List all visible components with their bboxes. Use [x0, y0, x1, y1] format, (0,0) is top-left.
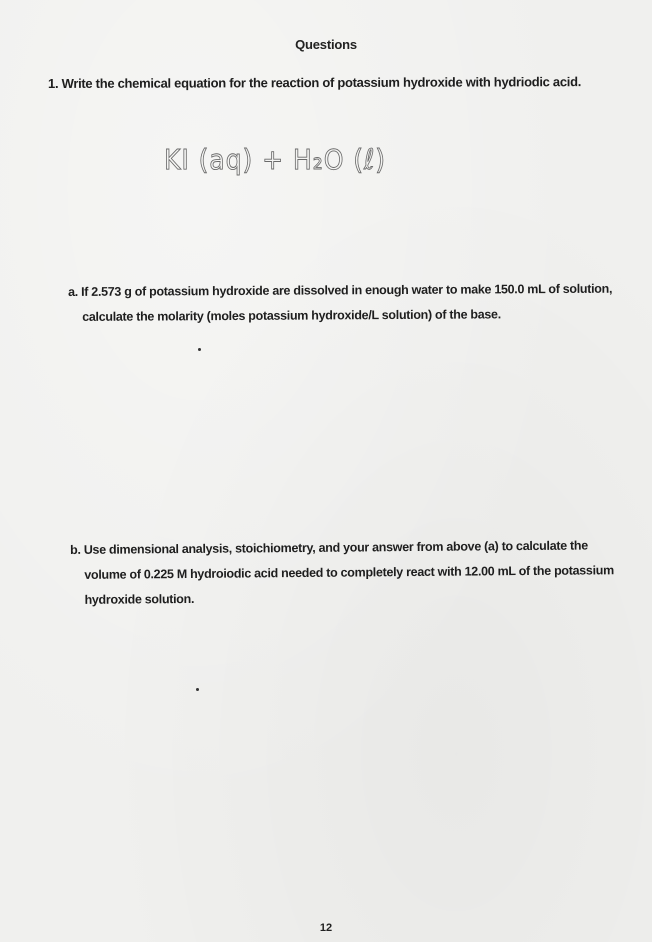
part-b-line-3: hydroxide solution.: [84, 591, 195, 607]
question-part-a: [68, 277, 628, 330]
page-number: 12: [319, 922, 333, 934]
handwritten-answer-text: KI (aq) + H₂O (ℓ): [164, 143, 386, 176]
answer-mark-dot: [198, 348, 201, 351]
question-part-b: [70, 533, 614, 613]
part-a-line-1: a. If 2.573 g of potassium hydroxide are dissolved in enough water to make 150.0 mL of solution,: [68, 281, 613, 299]
page-heading: Questions: [295, 37, 357, 52]
answer-mark-dot: [196, 688, 199, 691]
part-b-line-2: volume of 0.225 M hydroiodic acid needed to completely react with 12.00 mL of the potassium: [84, 563, 614, 582]
question-1-prompt: 1. Write the chemical equation for the reaction of potassium hydroxide with hydriodic acid.: [48, 74, 582, 91]
part-a-line-2: calculate the molarity (moles potassium hydroxide/L solution) of the base.: [82, 307, 501, 324]
handwritten-answer: [160, 135, 400, 185]
part-b-line-1: b. Use dimensional analysis, stoichiometry, and your answer from above (a) to calculate the: [70, 538, 588, 557]
